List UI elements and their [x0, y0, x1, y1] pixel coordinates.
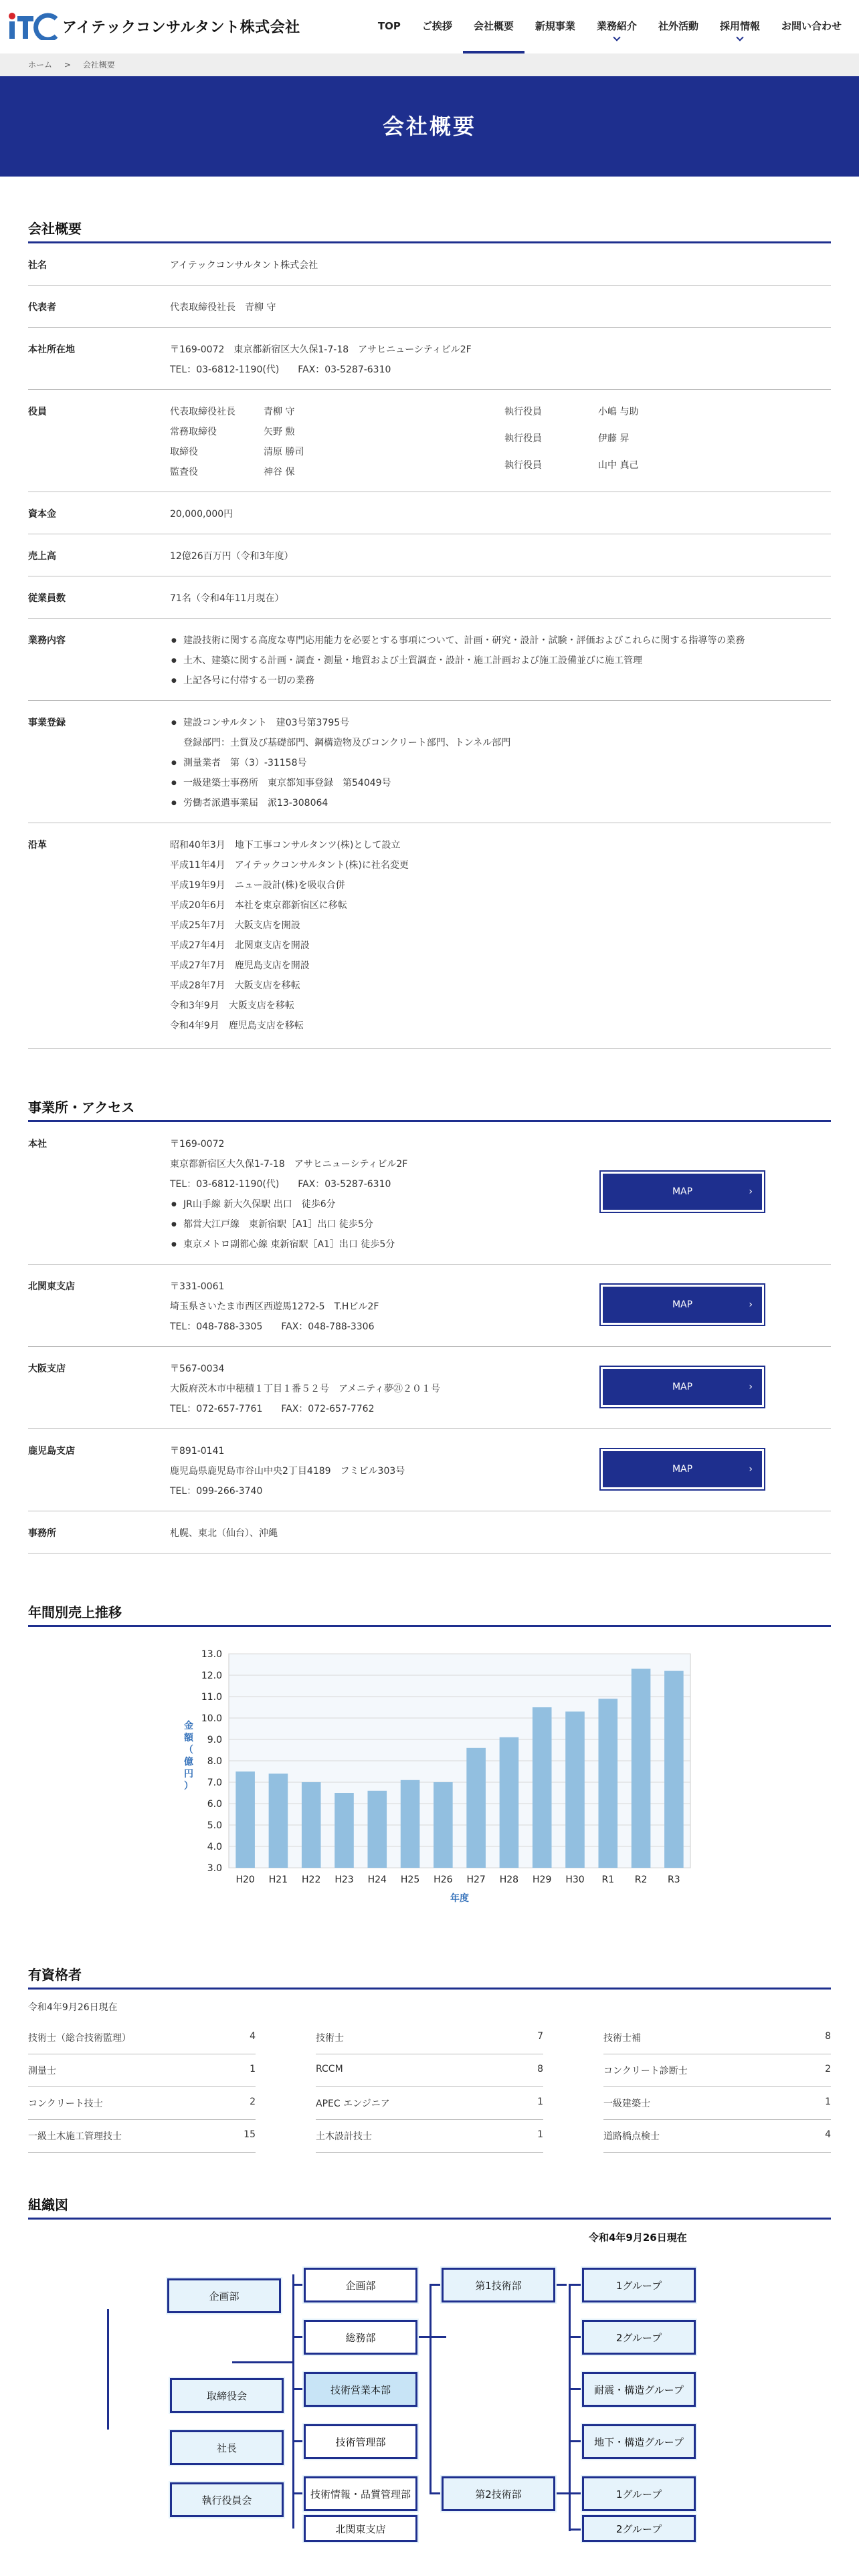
office-label: 大阪支店 [28, 1364, 66, 1374]
row-staff [28, 576, 831, 619]
itc-logo-icon [8, 12, 58, 40]
hq-label: 本社所在地 [28, 344, 75, 355]
sales-chart-title: 年間別売上推移 [28, 1602, 831, 1627]
officer-title: 執行役員 [504, 460, 542, 471]
map-button-hq[interactable] [601, 1172, 764, 1212]
officer-title: 取締役 [170, 447, 198, 457]
registration-item [170, 713, 831, 753]
history-item: 平成27年4月 北関東支店を開設 [170, 940, 310, 951]
chart-y-tick-label: 13.0 [201, 1649, 222, 1660]
chart-x-tick-label: R1 [601, 1874, 615, 1885]
office-kitakanto [28, 1265, 831, 1347]
overview-section [28, 218, 831, 1049]
qualification-item [603, 2087, 831, 2120]
chart-x-tick-label: H23 [335, 1874, 354, 1885]
office-postal: 〒567-0034 [170, 1364, 225, 1374]
officers-label: 役員 [28, 407, 47, 417]
officers-left [170, 402, 397, 482]
chevron-right-icon: › [749, 1464, 753, 1475]
qualification-count: 8 [825, 2031, 831, 2042]
chart-bar [335, 1793, 354, 1868]
chart-y-axis-label-char: ） [184, 1781, 193, 1792]
officer-name: 青柳 守 [264, 407, 295, 417]
chart-x-tick-label: H28 [499, 1874, 519, 1885]
nav-recruit[interactable] [709, 0, 771, 53]
qualification-item [316, 2022, 543, 2054]
office-address: 大阪府茨木市中穂積１丁目１番５２号 アメニティ夢㉑２０１号 [170, 1384, 441, 1394]
qualification-count: 1 [250, 2064, 256, 2074]
qualification-name: 技術士補 [603, 2033, 641, 2044]
map-button-osaka[interactable] [601, 1367, 764, 1407]
org-tech-sales: 技術営業本部 [304, 2372, 417, 2407]
chart-y-tick-label: 6.0 [207, 1799, 222, 1810]
office-postal: 〒331-0061 [170, 1281, 225, 1292]
qualification-count: 1 [537, 2097, 543, 2107]
row-business [28, 619, 831, 701]
qualification-item [603, 2022, 831, 2054]
hq-address: 〒169-0072 東京都新宿区大久保1-7-18 アサヒニューシティビル2F [170, 344, 472, 355]
chart-y-tick-label: 10.0 [201, 1713, 222, 1724]
chart-x-tick-label: H22 [302, 1874, 321, 1885]
registration-sub: 登録部門：土質及び基礎部門、鋼構造物及びコンクリート部門、トンネル部門 [183, 738, 511, 748]
qualification-name: 技術士 [316, 2033, 344, 2044]
history-value [170, 835, 831, 1036]
org-connector [569, 2284, 583, 2286]
business-value [170, 631, 831, 691]
nav-company-overview[interactable]: 会社概要 [463, 0, 524, 53]
history-item: 平成19年9月 ニュー設計(株)を吸収合併 [170, 880, 345, 891]
office-postal: 〒169-0072 [170, 1139, 225, 1150]
name-label: 社名 [28, 260, 47, 271]
qualification-name: コンクリート診断士 [603, 2066, 688, 2076]
qualification-name: 測量士 [28, 2066, 56, 2076]
nav-services-label: 業務紹介 [596, 20, 637, 32]
org-connector [569, 2388, 583, 2390]
org-planning: 企画部 [167, 2278, 281, 2313]
chart-x-tick-label: H30 [565, 1874, 585, 1885]
qualification-item [316, 2120, 543, 2153]
sales-value: 12億26百万円（令和3年度） [170, 551, 294, 562]
qualification-name: 一級土木施工管理技士 [28, 2131, 122, 2142]
chart-y-tick-label: 11.0 [201, 1692, 222, 1703]
rep-label: 代表者 [28, 302, 56, 313]
qualification-count: 2 [250, 2097, 256, 2107]
access-item: ● 東京メトロ副都心線 東新宿駅［A1］出口 徒歩5分 [170, 1235, 831, 1255]
office-osaka [28, 1347, 831, 1429]
org-connector [569, 2336, 583, 2338]
nav-greeting[interactable]: ご挨拶 [421, 20, 452, 32]
chevron-right-icon: › [749, 1186, 753, 1197]
nav-new-business[interactable]: 新規事業 [535, 20, 575, 32]
org-connector [232, 2361, 294, 2363]
nav-external[interactable]: 社外活動 [658, 20, 698, 32]
officer-name: 小嶋 与助 [598, 407, 639, 417]
access-item: ● 都営大江戸線 東新宿駅［A1］出口 徒歩5分 [170, 1214, 831, 1235]
rep-value: 代表取締役社長 青柳 守 [170, 302, 276, 313]
office-label: 鹿児島支店 [28, 1446, 75, 1457]
chart-y-tick-label: 4.0 [207, 1842, 222, 1852]
office-address: 東京都新宿区大久保1-7-18 アサヒニューシティビル2F [170, 1159, 408, 1170]
qualification-name: コンクリート技士 [28, 2099, 103, 2109]
qualification-count: 4 [250, 2031, 256, 2042]
officer-name: 伊藤 昇 [598, 433, 630, 444]
org-connector [430, 2284, 432, 2492]
chart-bar [598, 1699, 617, 1868]
company-logo[interactable] [8, 12, 300, 40]
org-board: 取締役会 [170, 2378, 284, 2413]
map-label: MAP [672, 1186, 693, 1197]
org-group2: 2グループ [582, 2320, 696, 2355]
org-connector [107, 2309, 109, 2430]
hq-value [170, 340, 831, 380]
chart-y-tick-label: 5.0 [207, 1820, 222, 1831]
chart-bar [466, 1748, 486, 1868]
business-item: ● 土木、建築に関する計画・調査・測量・地質および土質調査・設計・施工計画および施工設備並びに施工管理 [170, 651, 831, 671]
business-item: ● 上記各号に付帯する一切の業務 [170, 671, 831, 691]
qualifications-grid [28, 2022, 831, 2153]
qualification-name: 土木設計技士 [316, 2131, 372, 2142]
office-label: 本社 [28, 1139, 47, 1150]
qualification-count: 1 [825, 2097, 831, 2107]
history-item: 令和3年9月 大阪支店を移転 [170, 1000, 294, 1011]
chart-x-axis-label: 年度 [450, 1893, 469, 1904]
chevron-right-icon: › [749, 1382, 753, 1392]
nav-contact[interactable]: お問い合わせ [781, 20, 842, 32]
chart-bar [533, 1707, 552, 1868]
office-other-value: 札幌、東北（仙台）、沖縄 [170, 1528, 278, 1539]
org-connector [569, 2529, 583, 2531]
qualification-item [603, 2120, 831, 2153]
history-item: 平成27年7月 鹿児島支店を開設 [170, 960, 310, 971]
chart-bar [632, 1669, 651, 1868]
org-connector [553, 2284, 567, 2286]
chart-x-tick-label: R3 [668, 1874, 680, 1885]
site-header [0, 0, 859, 53]
company-name: アイテックコンサルタント株式会社 [62, 19, 300, 36]
nav-top[interactable]: TOP [377, 20, 401, 32]
chart-x-tick-label: H27 [466, 1874, 486, 1885]
qualification-count: 8 [537, 2064, 543, 2074]
org-quality: 技術情報・品質管理部 [304, 2476, 417, 2511]
page-title: 会社概要 [0, 76, 859, 177]
org-planning-dept [304, 2268, 417, 2302]
registration-item: ● 測量業者 第（3）-31158号 [170, 753, 831, 773]
chart-y-axis-label-char: 額 [184, 1733, 193, 1743]
capital-value: 20,000,000円 [170, 509, 233, 520]
row-officers [28, 390, 831, 492]
qualifications-section [28, 1964, 831, 2153]
nav-recruit-label: 採用情報 [719, 20, 760, 32]
row-registration [28, 701, 831, 823]
qualifications-date: 令和4年9月26日現在 [28, 2002, 118, 2013]
chart-x-tick-label: H20 [235, 1874, 255, 1885]
chart-bar [434, 1782, 453, 1868]
qualification-item [28, 2120, 256, 2153]
org-general: 総務部 [304, 2320, 417, 2355]
row-history [28, 823, 831, 1049]
registration-value [170, 713, 831, 813]
qualification-name: RCCM [316, 2064, 343, 2074]
row-hq [28, 328, 831, 390]
qualification-name: APEC エンジニア [316, 2099, 390, 2109]
chart-y-axis-label-char: 金 [184, 1721, 193, 1731]
history-item: 平成11年4月 アイテックコンサルタント(株)に社名変更 [170, 860, 409, 871]
officer-name: 清原 勝司 [264, 447, 304, 457]
org-group1b: 1グループ [582, 2476, 696, 2511]
org-connector [569, 2440, 583, 2442]
org-date: 令和4年9月26日現在 [589, 2232, 687, 2244]
map-label: MAP [672, 1299, 693, 1310]
org-connector [430, 2492, 443, 2494]
chart-y-tick-label: 3.0 [207, 1863, 222, 1874]
office-address: 埼玉県さいたま市西区西遊馬1272-5 T.Hビル2F [170, 1301, 379, 1312]
row-name [28, 243, 831, 286]
qualification-count: 1 [537, 2129, 543, 2140]
name-value: アイテックコンサルタント株式会社 [170, 260, 318, 271]
sales-label: 売上高 [28, 551, 56, 562]
office-postal: 〒891-0141 [170, 1446, 225, 1457]
chart-x-tick-label: H24 [367, 1874, 387, 1885]
offices-section [28, 1097, 831, 1553]
chart-y-axis-label-char: 億 [184, 1757, 193, 1767]
chart-x-tick-label: H29 [533, 1874, 552, 1885]
chart-y-axis-label-char: 円 [184, 1769, 193, 1780]
map-label: MAP [672, 1464, 693, 1475]
qualifications-title: 有資格者 [28, 1964, 831, 1990]
sales-chart-section [28, 1602, 831, 1935]
office-label: 事務所 [28, 1528, 56, 1539]
org-dept1: 第1技術部 [442, 2268, 555, 2302]
qualification-item [28, 2087, 256, 2120]
officer-title: 代表取締役社長 [170, 407, 235, 417]
qualification-item [603, 2054, 831, 2087]
chevron-down-icon [736, 33, 743, 41]
officers-value [170, 402, 831, 482]
qualification-count: 2 [825, 2064, 831, 2074]
chart-bar [302, 1782, 321, 1868]
staff-value: 71名（令和4年11月現在） [170, 593, 284, 604]
chevron-right-icon: › [749, 1299, 753, 1310]
row-representative [28, 286, 831, 328]
org-connector [430, 2284, 443, 2286]
qualification-name: 一級建築士 [603, 2099, 650, 2109]
hq-phone: TEL：03-6812-1190(代) FAX：03-5287-6310 [170, 364, 391, 375]
chart-bar [500, 1737, 519, 1868]
breadcrumb [0, 53, 859, 76]
org-title: 組織図 [28, 2194, 831, 2220]
qualification-count: 15 [244, 2129, 256, 2140]
qualification-name: 道路橋点検士 [603, 2131, 660, 2142]
qualification-item [28, 2022, 256, 2054]
officer-title: 執行役員 [504, 433, 542, 444]
offices-title: 事業所・アクセス [28, 1097, 831, 1122]
officer-title: 常務取締役 [170, 427, 217, 437]
officers-right [504, 402, 732, 482]
breadcrumb-current: 会社概要 [82, 60, 115, 70]
office-phone: TEL：03-6812-1190(代) FAX：03-5287-6310 [170, 1179, 391, 1190]
chart-bar [235, 1772, 255, 1868]
qualification-item [316, 2054, 543, 2087]
staff-label: 従業員数 [28, 593, 66, 604]
chart-y-tick-label: 9.0 [207, 1735, 222, 1745]
map-label: MAP [672, 1382, 693, 1392]
office-other [28, 1511, 831, 1553]
chart-bar [367, 1791, 387, 1868]
qualification-count: 7 [537, 2031, 543, 2042]
org-kitakanto: 北関東支店 [304, 2515, 417, 2542]
officer-name: 山中 真己 [598, 460, 639, 471]
history-item: 平成20年6月 本社を東京都新宿区に移転 [170, 900, 347, 911]
history-item: 令和4年9月 鹿児島支店を移転 [170, 1021, 304, 1031]
org-seismic-group: 耐震・構造グループ [582, 2372, 696, 2407]
office-phone: TEL：072-657-7761 FAX：072-657-7762 [170, 1404, 375, 1414]
office-hq [28, 1122, 831, 1265]
office-phone: TEL：048-788-3305 FAX：048-788-3306 [170, 1321, 375, 1332]
officer-name: 矢野 勲 [264, 427, 295, 437]
history-label: 沿革 [28, 840, 47, 851]
chart-bar [664, 1671, 684, 1868]
officer-name: 神谷 保 [264, 467, 295, 477]
chart-x-tick-label: H25 [400, 1874, 420, 1885]
registration-item: ● 一級建築士事務所 東京都知事登録 第54049号 [170, 773, 831, 793]
sales-bar-chart [28, 1640, 831, 1935]
registration-label: 事業登録 [28, 718, 66, 728]
history-item: 昭和40年3月 地下工事コンサルタンツ(株)として設立 [170, 840, 401, 851]
chart-bar [401, 1780, 420, 1868]
map-button-kagoshima[interactable] [601, 1449, 764, 1489]
chart-x-tick-label: H26 [434, 1874, 453, 1885]
office-label: 北関東支店 [28, 1281, 75, 1292]
qualification-name: 技術士（総合技術監理） [28, 2033, 131, 2044]
chart-y-tick-label: 7.0 [207, 1778, 222, 1788]
org-connector [553, 2492, 583, 2494]
org-tech-mgmt: 技術管理部 [304, 2424, 417, 2459]
map-button-kitakanto[interactable] [601, 1285, 764, 1325]
chart-bar [269, 1774, 288, 1868]
chart-y-axis-label-char: （ [184, 1745, 193, 1755]
breadcrumb-home[interactable]: ホーム [28, 60, 53, 70]
officer-title: 監査役 [170, 467, 198, 477]
qualification-item [28, 2054, 256, 2087]
org-exec-meeting: 執行役員会 [170, 2482, 284, 2517]
overview-title: 会社概要 [28, 218, 831, 243]
row-capital [28, 492, 831, 534]
chart-bar [565, 1711, 585, 1868]
history-item: 平成25年7月 大阪支店を開設 [170, 920, 300, 931]
org-group2b: 2グループ [582, 2515, 696, 2542]
breadcrumb-separator: > [64, 60, 71, 70]
registration-text: 建設コンサルタント 建03号第3795号 [183, 718, 350, 728]
chart-y-tick-label: 12.0 [201, 1671, 222, 1681]
officer-title: 執行役員 [504, 407, 542, 417]
business-label: 業務内容 [28, 635, 66, 646]
capital-label: 資本金 [28, 509, 56, 520]
history-item: 平成28年7月 大阪支店を移転 [170, 980, 300, 991]
business-item: ● 建設技術に関する高度な専門応用能力を必要とする事項について、計画・研究・設計・試験・評価およびこれらに関する指導等の業務 [170, 631, 831, 651]
office-kagoshima [28, 1429, 831, 1511]
chart-x-tick-label: H21 [268, 1874, 288, 1885]
org-group1: 1グループ [582, 2268, 696, 2302]
org-underground-group: 地下・構造グループ [582, 2424, 696, 2459]
org-president: 社長 [170, 2430, 284, 2465]
chevron-down-icon [613, 33, 620, 41]
access-item: ● JR山手線 新大久保駅 出口 徒歩6分 [170, 1194, 831, 1214]
nav-services[interactable] [586, 0, 648, 53]
chart-x-tick-label: R2 [634, 1874, 648, 1885]
chart-y-tick-label: 8.0 [207, 1756, 222, 1767]
org-dept2: 第2技術部 [442, 2476, 555, 2511]
main-nav [367, 0, 852, 53]
qualification-count: 4 [825, 2129, 831, 2140]
office-address: 鹿児島県鹿児島市谷山中央2丁目4189 フミビル303号 [170, 1466, 405, 1477]
registration-item: ● 労働者派遣事業届 派13-308064 [170, 793, 831, 813]
row-sales [28, 534, 831, 576]
org-connector [292, 2274, 294, 2529]
office-phone: TEL：099-266-3740 [170, 1486, 263, 1497]
qualification-item [316, 2087, 543, 2120]
org-box-label: 企画部 [345, 2279, 376, 2292]
org-section [28, 2194, 831, 2535]
